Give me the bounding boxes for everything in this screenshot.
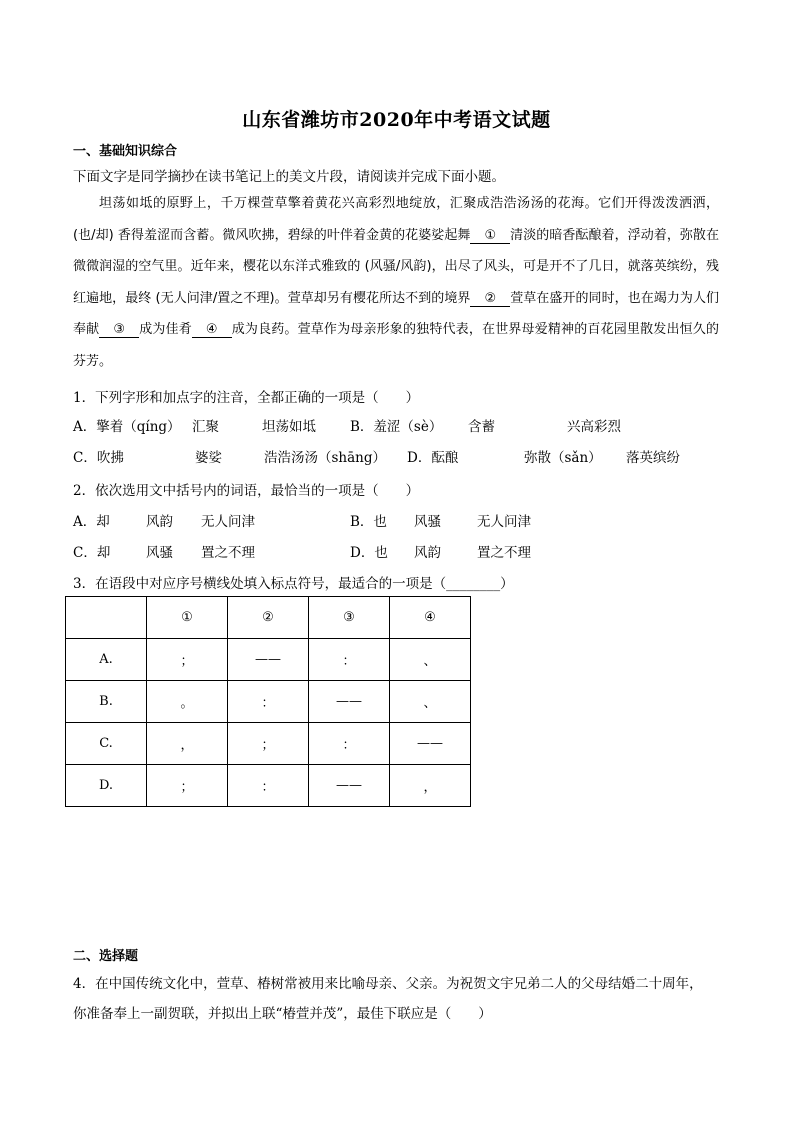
q2-option-a-word2: 风韵	[146, 514, 173, 530]
table-cell: 、	[390, 681, 471, 723]
table-cell: ：	[228, 765, 309, 807]
table-cell: ：	[309, 639, 390, 681]
table-header-cell: ①	[147, 597, 228, 639]
passage-text-2: 清淡的暗香酝酿着，浮动着，弥散在微微润湿的空气里。近年来，樱花以东洋式雅致的 (风骚/风韵)，出尽了风头，可是开不了几日，就落英缤纷，残红遍地，最终 (无人问津/置之不理)。萱草却另有樱花所达不到的境界	[73, 227, 719, 306]
q1-option-d: D．酝酿	[407, 450, 459, 466]
table-cell: C.	[66, 723, 147, 765]
q1-option-a-word2: 汇聚	[192, 419, 219, 435]
q2-option-d: D．也	[350, 545, 388, 561]
table-row	[66, 639, 471, 681]
table-cell: A.	[66, 639, 147, 681]
table-cell: ——	[390, 723, 471, 765]
q1-option-b-word2: 含蓄	[468, 419, 495, 435]
table-cell: ——	[309, 681, 390, 723]
question-1-stem: 1．下列字形和加点字的注音，全都正确的一项是（ ）	[73, 390, 420, 406]
table-header-row	[66, 597, 471, 639]
q2-option-b-word3: 无人问津	[477, 514, 531, 530]
q1-option-a: A．擎着（qíng）	[73, 419, 181, 435]
table-cell: ——	[228, 639, 309, 681]
table-cell: D.	[66, 765, 147, 807]
q1-option-d-word3: 落英缤纷	[626, 450, 680, 466]
table-header-cell: ④	[390, 597, 471, 639]
passage	[73, 188, 719, 377]
table-cell: ：	[309, 723, 390, 765]
q2-option-c-word3: 置之不理	[201, 545, 255, 561]
q2-option-c-word2: 风骚	[146, 545, 173, 561]
blank-2: ②	[470, 291, 510, 307]
q1-option-c: C．吹拂	[73, 450, 124, 466]
q2-option-b: B．也	[350, 514, 387, 530]
table-row	[66, 723, 471, 765]
passage-text-1: 坦荡如坻的原野上，千万棵萱草擎着黄花兴高彩烈地绽放，汇聚成浩浩汤汤的花海。它们开得泼泼洒洒，(也/却) 香得羞涩而含蓄。微风吹拂，碧绿的叶伴着金黄的花婆娑起舞	[73, 196, 719, 243]
table-cell: ，	[390, 765, 471, 807]
question-3-stem: 3．在语段中对应序号横线处填入标点符号，最适合的一项是（________）	[73, 576, 514, 592]
section-heading-2: 二、选择题	[73, 949, 139, 964]
q2-option-d-word2: 风韵	[414, 545, 441, 561]
table-cell: 、	[390, 639, 471, 681]
passage-text-5: 成为良药。萱草作为母亲形象的独特代表，在世界母爱精神的百花园里散发出恒久的芬芳。	[73, 322, 719, 369]
q2-option-b-word2: 风骚	[414, 514, 441, 530]
page-title: 山东省潍坊市2020年中考语文试题	[242, 109, 551, 131]
q1-option-d-word2: 弥散（sǎn）	[524, 450, 602, 466]
table-cell: ，	[147, 723, 228, 765]
blank-3: ③	[99, 322, 139, 338]
q2-option-a: A．却	[73, 514, 110, 530]
table-row	[66, 681, 471, 723]
q2-option-a-word3: 无人问津	[201, 514, 255, 530]
blank-1: ①	[470, 228, 510, 244]
table-cell: ；	[147, 765, 228, 807]
table-row	[66, 765, 471, 807]
question-4-line-1: 4．在中国传统文化中，萱草、椿树常被用来比喻母亲、父亲。为祝贺文宇兄弟二人的父母结婚二十周年，	[73, 976, 703, 992]
table-cell: ：	[228, 681, 309, 723]
table-cell: ——	[309, 765, 390, 807]
table-cell: ；	[147, 639, 228, 681]
question-4-line-2: 你准备奉上一副贺联，并拟出上联“椿萱并茂”，最佳下联应是（ ）	[73, 1006, 492, 1022]
intro-text: 下面文字是同学摘抄在读书笔记上的美文片段，请阅读并完成下面小题。	[73, 169, 505, 185]
q1-option-b-word3: 兴高彩烈	[567, 419, 621, 435]
question-2-stem: 2．依次选用文中括号内的词语，最恰当的一项是（ ）	[73, 483, 420, 499]
q1-option-c-word2: 婆娑	[195, 450, 222, 466]
table-cell: 。	[147, 681, 228, 723]
table-cell: ；	[228, 723, 309, 765]
passage-text-3: 萱草在盛开的同时，也在竭力为人们奉献	[73, 290, 720, 337]
punctuation-table	[65, 596, 471, 807]
table-header-cell	[66, 597, 147, 639]
q2-option-d-word3: 置之不理	[477, 545, 531, 561]
table-header-cell: ②	[228, 597, 309, 639]
passage-text-4: 成为佳肴	[139, 322, 192, 337]
q1-option-b: B．羞涩（sè）	[350, 419, 443, 435]
blank-4: ④	[192, 322, 232, 338]
section-heading-1: 一、基础知识综合	[73, 144, 178, 159]
table-header-cell: ③	[309, 597, 390, 639]
q1-option-a-word3: 坦荡如坻	[262, 419, 316, 435]
table-cell: B.	[66, 681, 147, 723]
q2-option-c: C．却	[73, 545, 111, 561]
q1-option-c-word3: 浩浩汤汤（shāng）	[264, 450, 387, 466]
